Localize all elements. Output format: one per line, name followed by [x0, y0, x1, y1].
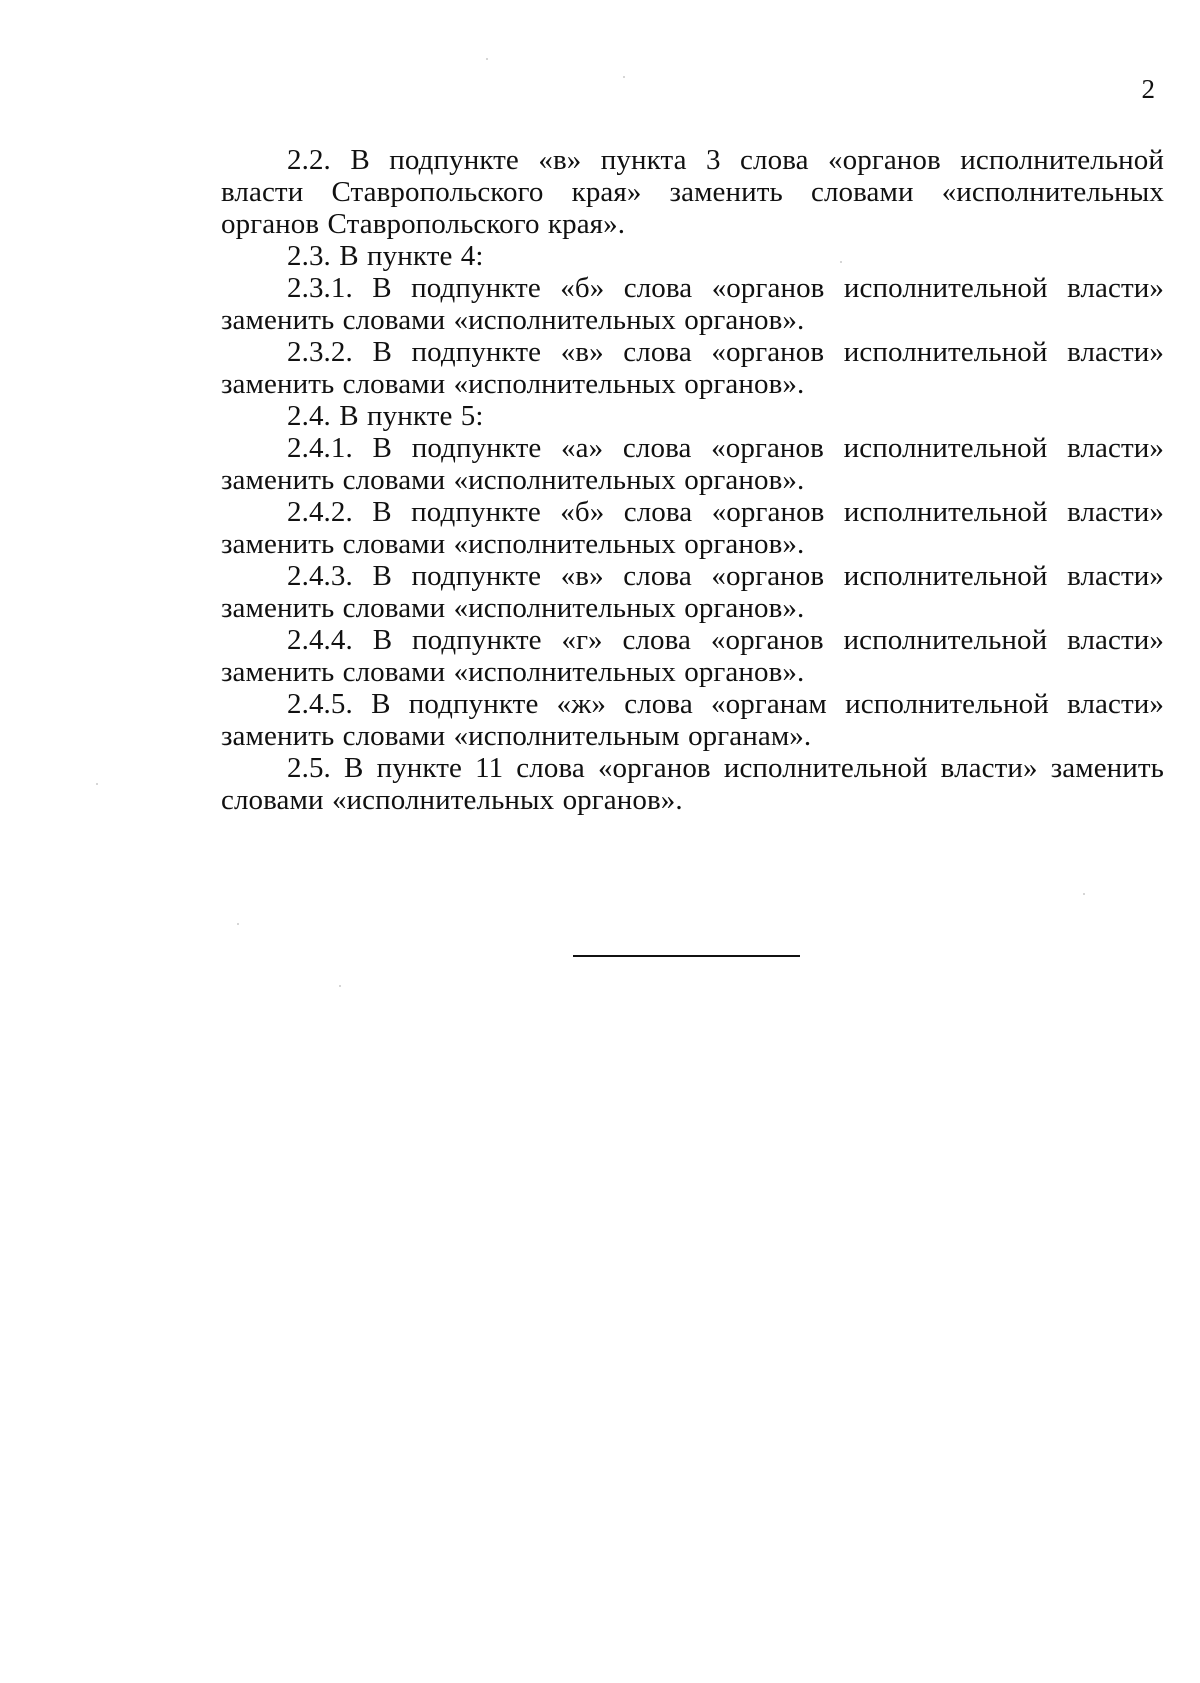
document-body: [221, 144, 1164, 816]
end-of-document-rule: [573, 955, 800, 957]
paragraph-2-4-1: 2.4.1. В подпункте «а» слова «органов исполнительной власти» заменить словами «исполнительных органов».: [221, 432, 1164, 496]
paragraph-2-4-3: 2.4.3. В подпункте «в» слова «органов исполнительной власти» заменить словами «исполнительных органов».: [221, 560, 1164, 624]
scan-speck: [96, 783, 98, 785]
scan-speck: [237, 923, 239, 925]
scan-speck: [840, 261, 842, 263]
paragraph-2-5: 2.5. В пункте 11 слова «органов исполнительной власти» заменить словами «исполнительных органов».: [221, 752, 1164, 816]
paragraph-2-4-2: 2.4.2. В подпункте «б» слова «органов исполнительной власти» заменить словами «исполнительных органов».: [221, 496, 1164, 560]
paragraph-2-2: 2.2. В подпункте «в» пункта 3 слова «органов исполнительной власти Ставропольского края» заменить словами «исполнительных органов Ставропольского края».: [221, 144, 1164, 240]
paragraph-2-3-2: 2.3.2. В подпункте «в» слова «органов исполнительной власти» заменить словами «исполнительных органов».: [221, 336, 1164, 400]
scan-speck: [623, 76, 625, 78]
paragraph-2-4: 2.4. В пункте 5:: [287, 400, 484, 432]
page-number: 2: [1141, 74, 1155, 104]
scan-speck: [339, 985, 341, 987]
scan-speck: [486, 58, 488, 60]
scan-speck: [1083, 893, 1085, 895]
paragraph-2-3-1: 2.3.1. В подпункте «б» слова «органов исполнительной власти» заменить словами «исполнительных органов».: [221, 272, 1164, 336]
paragraph-2-4-5: 2.4.5. В подпункте «ж» слова «органам исполнительной власти» заменить словами «исполнительным органам».: [221, 688, 1164, 752]
paragraph-2-4-4: 2.4.4. В подпункте «г» слова «органов исполнительной власти» заменить словами «исполнительных органов».: [221, 624, 1164, 688]
paragraph-2-3: 2.3. В пункте 4:: [287, 240, 484, 272]
